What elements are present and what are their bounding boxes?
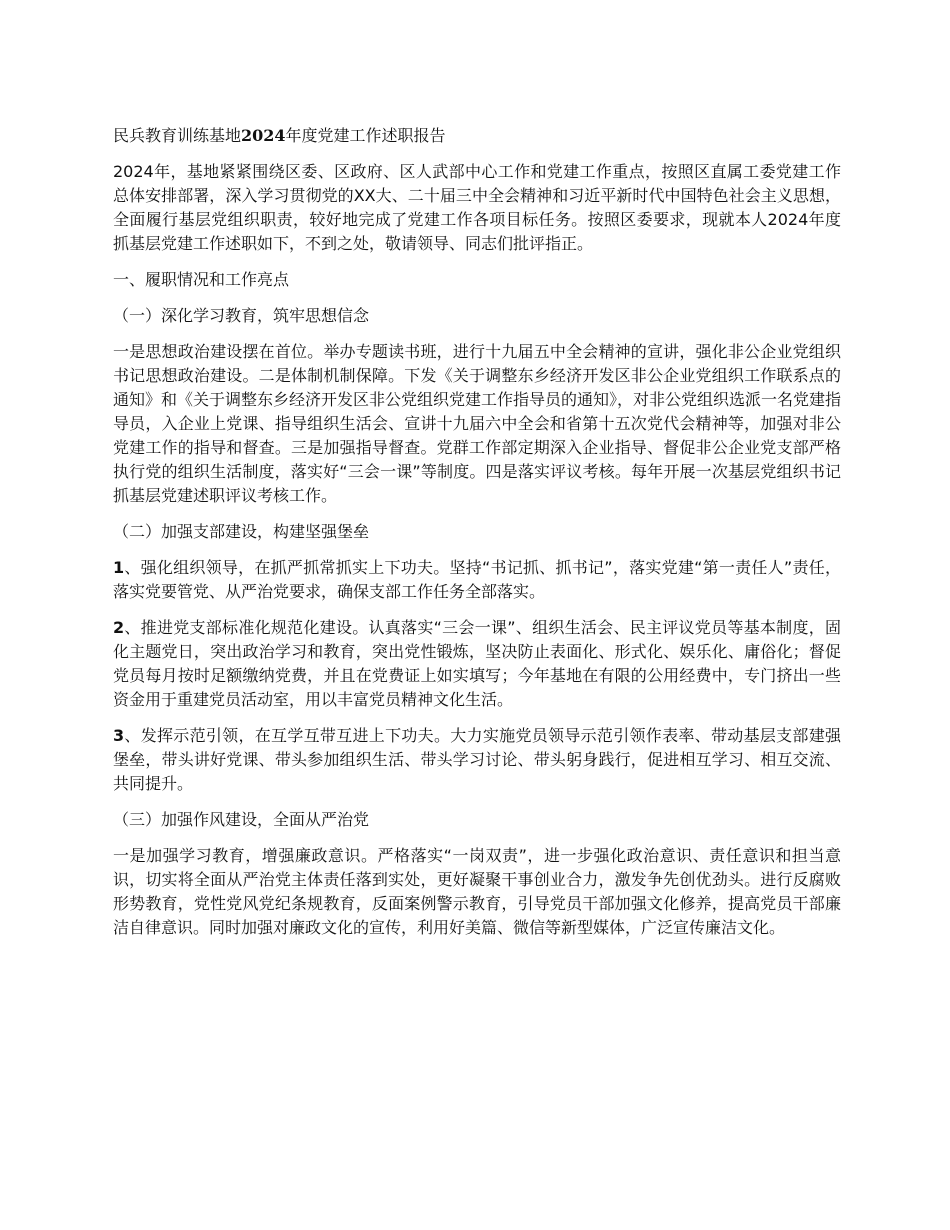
section-heading-1: 一、履职情况和工作亮点 xyxy=(113,270,290,289)
subsection-3-paragraph: 一是加强学习教育，增强廉政意识。严格落实“一岗双责”，进一步强化政治意识、责任意识和担当意识，切实将全面从严治党主体责任落到实处，更好凝聚干事创业合力，激发争先创优劲头。进行反腐败形势教育，党性党风党纪条规教育，反面案例警示教育，引导党员干部加强文化修养，提高党员干部廉洁自律意识。同时加强对廉政文化的宣传，利用好美篇、微信等新型媒体，广泛宣传廉洁文化。 xyxy=(113,846,841,937)
item-number-1: 1 xyxy=(113,558,125,577)
subsection-heading-3: （三）加强作风建设，全面从严治党 xyxy=(113,810,370,829)
title-prefix: 民兵教育训练基地 xyxy=(113,126,242,145)
item-number-3: 3 xyxy=(113,726,125,745)
subsection-heading-1: （一）深化学习教育，筑牢思想信念 xyxy=(113,306,370,325)
document-page xyxy=(113,124,841,952)
list-item-1 xyxy=(113,556,841,604)
subsection-1-paragraph: 一是思想政治建设摆在首位。举办专题读书班，进行十九届五中全会精神的宣讲，强化非公企业党组织书记思想政治建设。二是体制机制保障。下发《关于调整东乡经济开发区非公企业党组织工作联系点的通知》和《关于调整东乡经济开发区非公党组织党建工作指导员的通知》，对非公党组织选派一名党建指导员，入企业上党课、指导组织生活会、宣讲十九届六中全会和省第十五次党代会精神等，加强对非公党建工作的指导和督查。三是加强指导督查。党群工作部定期深入企业指导、督促非公企业党支部严格执行党的组织生活制度，落实好“三会一课”等制度。四是落实评议考核。每年开展一次基层党组织书记抓基层党建述职评议考核工作。 xyxy=(113,342,842,505)
title-year: 2024 xyxy=(241,126,286,145)
title-suffix: 年度党建工作述职报告 xyxy=(285,126,446,145)
document-title xyxy=(113,124,841,148)
item-text-3: 、发挥示范引领，在互学互带互进上下功夫。大力实施党员领导示范引领作表率、带动基层支部建强堡垒，带头讲好党课、带头参加组织生活、带头学习讨论、带头躬身践行，促进相互学习、相互交流、共同提升。 xyxy=(113,726,841,793)
subsection-heading-2: （二）加强支部建设，构建坚强堡垒 xyxy=(113,522,370,541)
intro-paragraph: 2024年，基地紧紧围绕区委、区政府、区人武部中心工作和党建工作重点，按照区直属工委党建工作总体安排部署，深入学习贯彻党的XX大、二十届三中全会精神和习近平新时代中国特色社会主义思想，全面履行基层党组织职责，较好地完成了党建工作各项目标任务。按照区委要求，现就本人2024年度抓基层党建工作述职如下，不到之处，敬请领导、同志们批评指正。 xyxy=(113,162,841,253)
list-item-2 xyxy=(113,616,841,712)
item-text-1: 、强化组织领导，在抓严抓常抓实上下功夫。坚持“书记抓、抓书记”，落实党建“第一责任人”责任，落实党要管党、从严治党要求，确保支部工作任务全部落实。 xyxy=(113,558,841,601)
list-item-3 xyxy=(113,724,841,796)
item-text-2: 、推进党支部标准化规范化建设。认真落实“三会一课”、组织生活会、民主评议党员等基本制度，固化主题党日，突出政治学习和教育，突出党性锻炼，坚决防止表面化、形式化、娱乐化、庸俗化；督促党员每月按时足额缴纳党费，并且在党费证上如实填写；今年基地在有限的公用经费中，专门挤出一些资金用于重建党员活动室，用以丰富党员精神文化生活。 xyxy=(113,618,841,709)
item-number-2: 2 xyxy=(113,618,125,637)
